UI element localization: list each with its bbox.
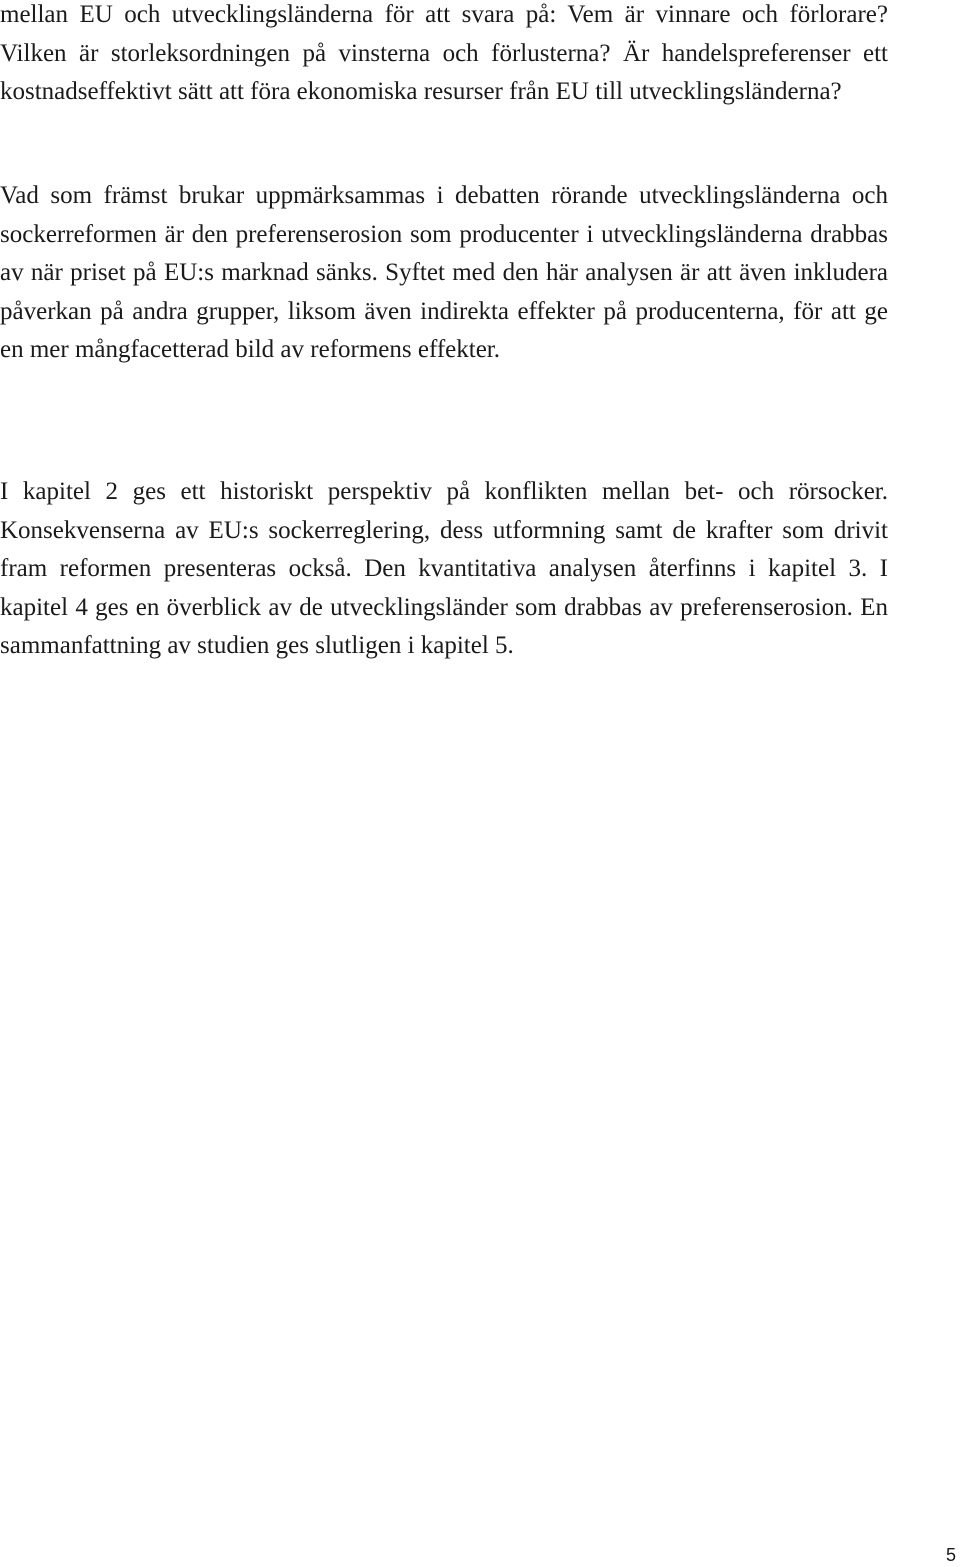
paragraph-intro-questions: mellan EU och utvecklingsländerna för att svara på: Vem är vinnare och förlorare? Vilken är storleksordningen på vinsterna och förlusterna? Är handelspreferenser ett kostnadseffektivt sätt att föra ekonomiska resurser från EU till utvecklingsländerna? [0,1,888,105]
page-number: 5 [945,1545,956,1565]
paragraph-analysis-purpose: Vad som främst brukar uppmärksammas i debatten rörande utvecklingsländerna och sockerreformen är den preferenserosion som producenter i utvecklingsländerna drabbas av när priset på EU:s marknad sänks. Syftet med den här analysen är att även inkludera påverkan på andra grupper, liksom även indirekta effekter på producenterna, för att ge en mer mångfacetterad bild av reformens effekter. [0,182,888,363]
paragraph-chapter-overview: I kapitel 2 ges ett historiskt perspektiv på konflikten mellan bet- och rörsocker. Konsekvenserna av EU:s sockerreglering, dess utformning samt de krafter som drivit fram reformen presenteras också. Den kvantitativa analysen återfinns i kapitel 3. I kapitel 4 ges en överblick av de utvecklingsländer som drabbas av preferenserosion. En sammanfattning av studien ges slutligen i kapitel 5. [0,478,888,659]
